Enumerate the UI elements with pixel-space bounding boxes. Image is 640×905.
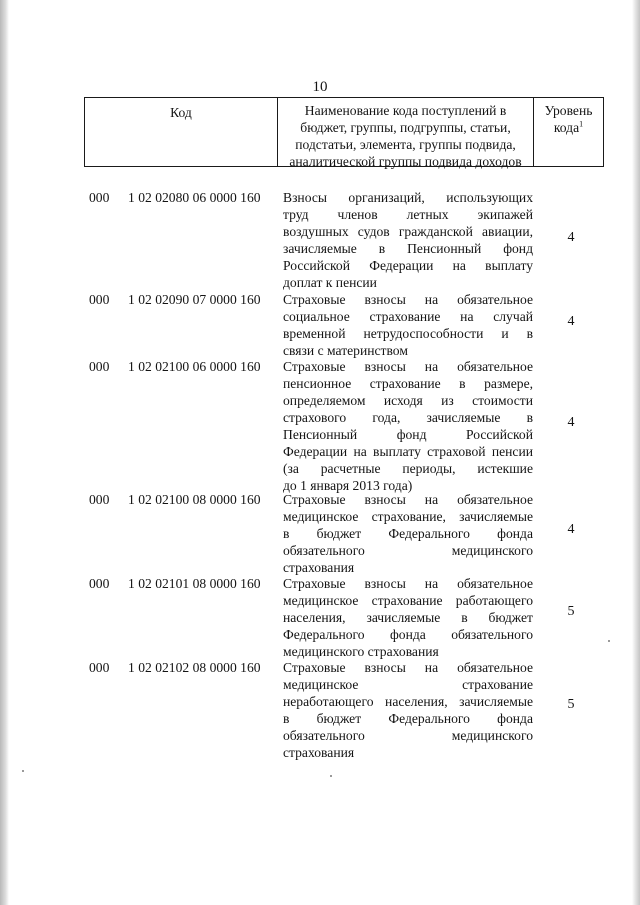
admin-code: 000 <box>89 660 110 675</box>
income-code: 1 02 02101 08 0000 160 <box>128 576 261 591</box>
code-level: 4 <box>567 230 575 245</box>
scan-edge-right <box>632 0 640 905</box>
admin-code: 000 <box>89 190 110 205</box>
income-description <box>283 189 533 291</box>
header-name-line: Наименование кода поступлений в <box>304 103 507 118</box>
header-code: Код <box>85 98 278 166</box>
scan-speck <box>608 640 610 642</box>
admin-code: 000 <box>89 492 110 507</box>
income-code: 1 02 02100 08 0000 160 <box>128 492 261 507</box>
description-line: Пенсионный фонд Российской <box>283 427 533 442</box>
description-line: связи с материнством <box>283 343 408 358</box>
description-line: воздушных судов гражданской авиации, <box>283 224 533 239</box>
description-line: страхового года, зачисляемые в <box>283 410 533 425</box>
header-level-line: Уровень <box>544 103 593 118</box>
header-level-word: кода <box>553 120 580 135</box>
page-number: 10 <box>312 79 328 95</box>
header-level-line <box>534 119 603 136</box>
scan-edge-left <box>0 0 9 905</box>
description-line: временной нетрудоспособности и в <box>283 326 533 341</box>
description-line: медицинское страхование, зачисляемые <box>283 509 533 524</box>
code-level: 4 <box>567 522 575 537</box>
header-name-line: аналитической группы подвида доходов <box>289 154 522 169</box>
scan-speck <box>330 775 332 777</box>
description-line: медицинского страхования <box>283 644 439 659</box>
income-description <box>283 358 533 494</box>
income-description <box>283 291 533 359</box>
code-level: 4 <box>567 314 575 329</box>
description-line: определяемом исходя из стоимости <box>283 393 533 408</box>
description-line: медицинское страхование работающего <box>283 593 533 608</box>
description-line: страхования <box>283 745 355 760</box>
admin-code: 000 <box>89 292 110 307</box>
code-level: 5 <box>567 604 575 619</box>
description-line: медицинское страхование <box>283 677 533 692</box>
description-line: (за расчетные периоды, истекшие <box>283 461 533 476</box>
description-line: Страховые взносы на обязательное <box>283 660 533 675</box>
description-line: Страховые взносы на обязательное <box>283 292 533 307</box>
description-line: Федерации на выплату страховой пенсии <box>283 444 533 459</box>
admin-code: 000 <box>89 576 110 591</box>
description-line: до 1 января 2013 года) <box>283 478 413 493</box>
description-line: зачисляемые в Пенсионный фонд <box>283 241 533 256</box>
scan-speck <box>22 770 24 772</box>
description-line: Российской Федерации на выплату <box>283 258 533 273</box>
income-code: 1 02 02080 06 0000 160 <box>128 190 261 205</box>
income-code: 1 02 02090 07 0000 160 <box>128 292 261 307</box>
income-description <box>283 659 533 761</box>
description-line: труд членов летных экипажей <box>283 207 533 222</box>
description-line: доплат к пенсии <box>283 275 377 290</box>
header-name-line: бюджет, группы, подгруппы, статьи, <box>300 120 511 135</box>
description-line: пенсионное страхование в размере, <box>283 376 533 391</box>
description-line: страхования <box>283 560 355 575</box>
description-line: в бюджет Федерального фонда <box>283 711 533 726</box>
description-line: Страховые взносы на обязательное <box>283 576 533 591</box>
description-line: Федерального фонда обязательного <box>283 627 533 642</box>
description-line: неработающего населения, зачисляемые <box>283 694 533 709</box>
income-description <box>283 491 533 576</box>
description-line: Страховые взносы на обязательное <box>283 359 533 374</box>
description-line: Страховые взносы на обязательное <box>283 492 533 507</box>
code-level: 5 <box>567 697 575 712</box>
description-line: населения, зачисляемые в бюджет <box>283 610 533 625</box>
income-code: 1 02 02102 08 0000 160 <box>128 660 261 675</box>
header-name <box>278 98 534 169</box>
code-level: 4 <box>567 415 575 430</box>
table-header <box>84 97 604 167</box>
description-line: в бюджет Федерального фонда <box>283 526 533 541</box>
header-level <box>534 98 603 166</box>
footnote-marker: 1 <box>579 119 584 129</box>
income-code: 1 02 02100 06 0000 160 <box>128 359 261 374</box>
description-line: обязательного медицинского <box>283 728 533 743</box>
header-name-line: подстатьи, элемента, группы подвида, <box>295 137 516 152</box>
admin-code: 000 <box>89 359 110 374</box>
income-description <box>283 575 533 660</box>
description-line: Взносы организаций, использующих <box>283 190 533 205</box>
description-line: социальное страхование на случай <box>283 309 533 324</box>
description-line: обязательного медицинского <box>283 543 533 558</box>
